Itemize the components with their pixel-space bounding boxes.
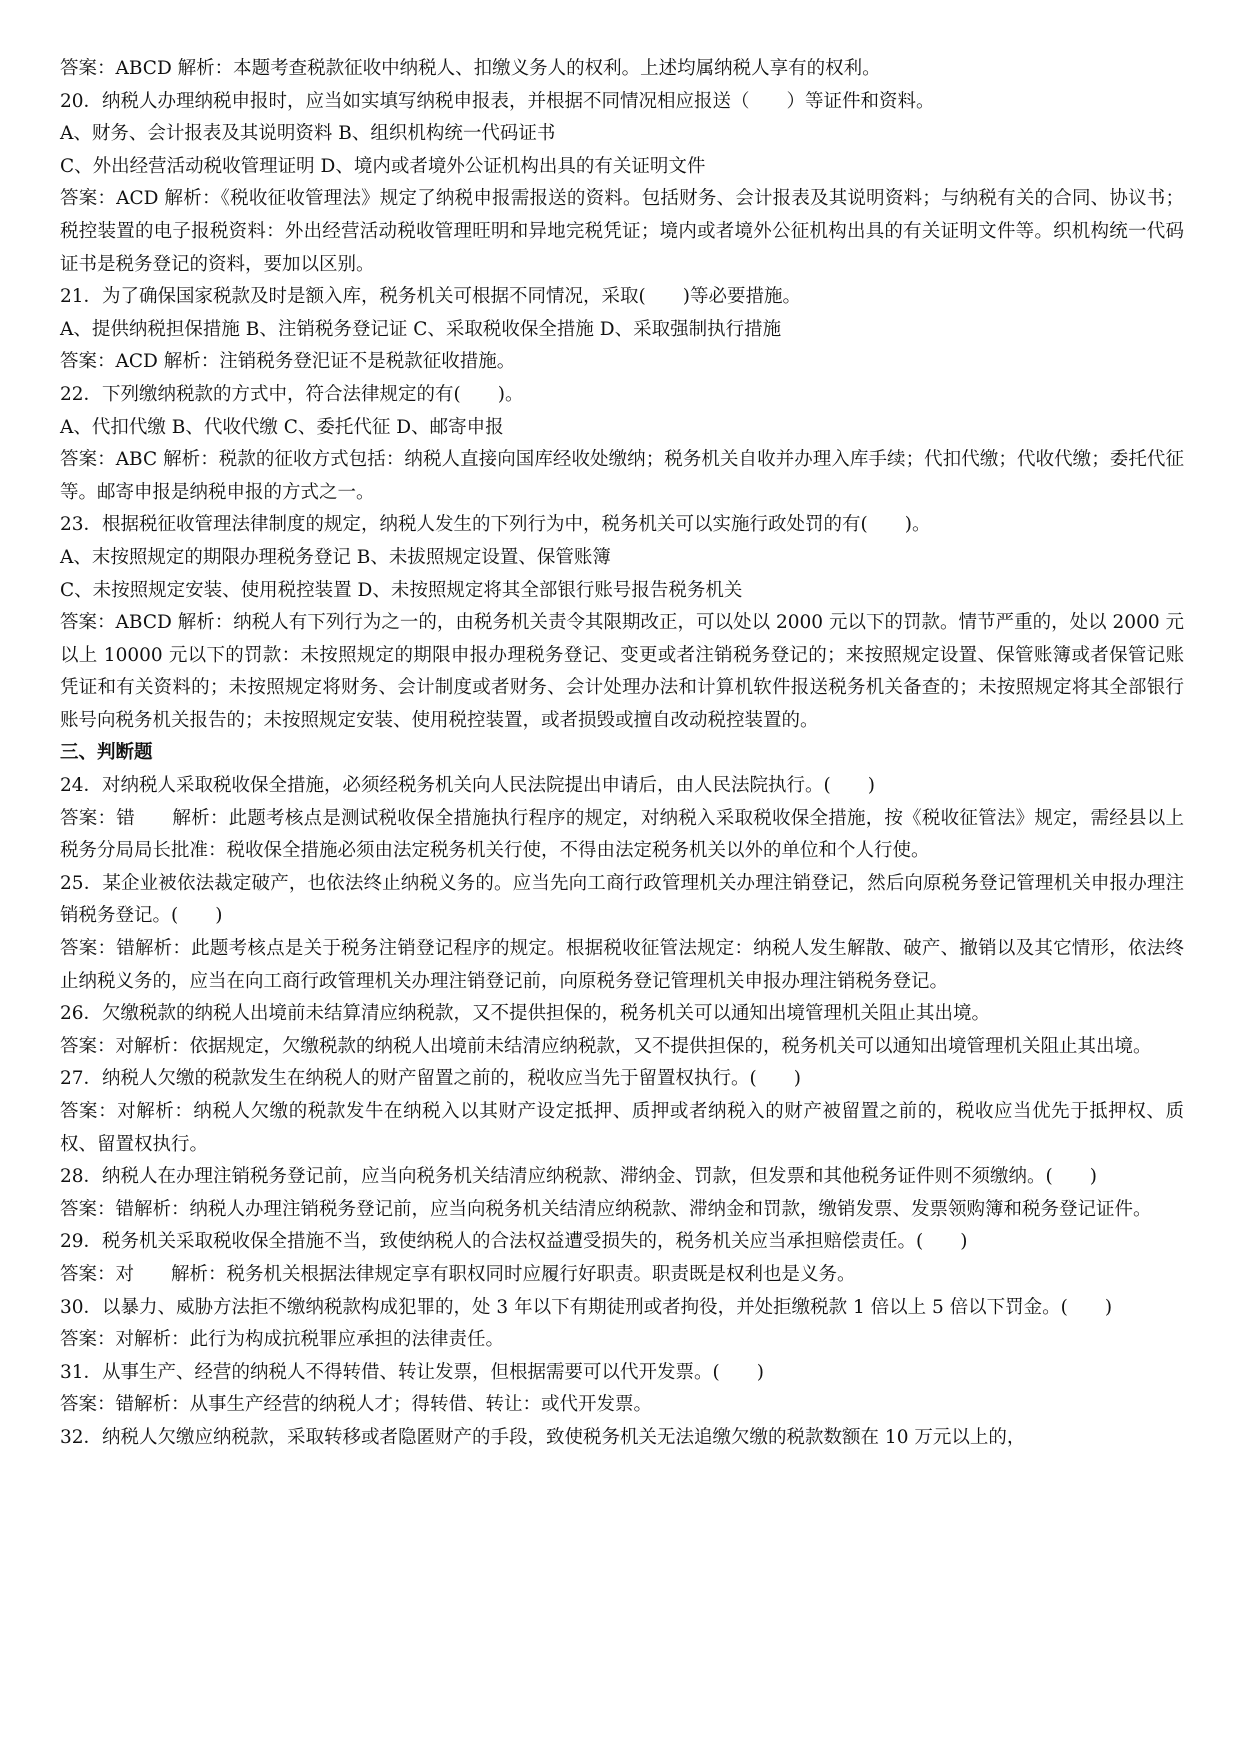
options-23-ab: A、末按照规定的期限办理税务登记 B、未拔照规定设置、保管账簿 [60,546,611,568]
answer-28: 答案：错解析：纳税人办理注销税务登记前，应当向税务机关结清应纳税款、滞纳金和罚款，缴销发票、发票领购簿和税务登记证件。 [60,1198,1152,1220]
options-20-cd: C、外出经营活动税收管理证明 D、境内或者境外公证机构出具的有关证明文件 [60,155,706,177]
document-page [60,53,1184,1455]
section-heading-true-false: 三、判断题 [60,742,153,764]
answer-29: 答案：对 解析：税务机关根据法律规定享有职权同时应履行好职责。职责既是权利也是义务。 [60,1263,856,1285]
question-25: 25．某企业被依法裁定破产，也依法终止纳税义务的。应当先向工商行政管理机关办理注销登记，然后向原税务登记管理机关申报办理注销税务登记。( ) [60,872,1184,927]
answer-20: 答案：ACD 解析：《税收征收管理法》规定了纳税申报需报送的资料。包括财务、会计报表及其说明资料；与纳税有关的合同、协议书；税控装置的电子报税资料：外出经营活动税收管理旺明和异地完税凭证；境内或者境外公征机构出具的有关证明文件等。织机构统一代码证书是税务登记的资料，要加以区别。 [60,188,1184,275]
question-24: 24．对纳税人采取税收保全措施，必须经税务机关向人民法院提出申请后，由人民法院执行。( ) [60,775,875,797]
question-21: 21．为了确保国家税款及时是额入库，税务机关可根据不同情况，采取( )等必要措施。 [60,286,801,308]
options-22: A、代扣代缴 B、代收代缴 C、委托代征 D、邮寄申报 [60,416,504,438]
question-28: 28．纳税人在办理注销税务登记前，应当向税务机关结清应纳税款、滞纳金、罚款，但发票和其他税务证件则不须缴纳。( ) [60,1166,1097,1188]
options-20-ab: A、财务、会计报表及其说明资料 B、组织机构统一代码证书 [60,123,556,145]
answer-27: 答案：对解析：纳税人欠缴的税款发牛在纳税入以其财产设定抵押、质押或者纳税入的财产被留置之前的，税收应当优先于抵押权、质权、留置权执行。 [60,1101,1184,1155]
question-22: 22．下列缴纳税款的方式中，符合法律规定的有( )。 [60,383,524,405]
answer-21: 答案：ACD 解析：注销税务登汜证不是税款征收措施。 [60,351,516,373]
answer-24: 答案：错 解析：此题考核点是测试税收保全措施执行程序的规定，对纳税入采取税收保全措施，按《税收征管法》规定，需经县以上税务分局局长批准：税收保全措施必须由法定税务机关行使，不得由法定税务机关以外的单位和个人行使。 [60,807,1184,862]
answer-26: 答案：对解析：依据规定，欠缴税款的纳税人出境前未结清应纳税款，又不提供担保的，税务机关可以通知出境管理机关阻止其出境。 [60,1035,1152,1057]
answer-31: 答案：错解析：从事生产经营的纳税人才；得转借、转让：或代开发票。 [60,1394,653,1416]
question-27: 27．纳税人欠缴的税款发生在纳税人的财产留置之前的，税收应当先于留置权执行。( ) [60,1068,801,1090]
question-23: 23．根据税征收管理法律制度的规定，纳税人发生的下列行为中，税务机关可以实施行政处罚的有( )。 [60,514,931,536]
options-23-cd: C、未按照规定安装、使用税控装置 D、未按照规定将其全部银行账号报告税务机关 [60,579,743,601]
options-21: A、提供纳税担保措施 B、注销税务登记证 C、采取税收保全措施 D、采取强制执行措施 [60,318,782,340]
question-30: 30．以暴力、威胁方法拒不缴纳税款构成犯罪的，处 3 年以下有期徒刑或者拘役，并处拒缴税款 1 倍以上 5 倍以下罚金。( ) [60,1296,1113,1318]
answer-25: 答案：错解析：此题考核点是关于税务注销登记程序的规定。根据税收征管法规定：纳税人发生解散、破产、撤销以及其它情形，依法终止纳税义务的，应当在向工商行政管理机关办理注销登记前，向原税务登记管理机关申报办理注销税务登记。 [60,938,1184,992]
question-31: 31．从事生产、经营的纳税人不得转借、转让发票，但根据需要可以代开发票。( ) [60,1361,764,1383]
answer-22: 答案：ABC 解析：税款的征收方式包括：纳税人直接向国库经收处缴纳；税务机关自收并办理入库手续；代扣代缴；代收代缴；委托代征等。邮寄申报是纳税申报的方式之一。 [60,449,1184,503]
question-20: 20．纳税人办理纳税申报时，应当如实填写纳税申报表，并根据不同情况相应报送（ ）等证件和资料。 [60,90,935,112]
answer-23: 答案：ABCD 解析：纳税人有下列行为之一的，由税务机关责令其限期改正，可以处以 2000 元以下的罚款。情节严重的，处以 2000 元以上 10000 元以下的罚款：未按照规定的期限申报办理税务登记、变更或者注销税务登记的；来按照规定设置、保管账簿或者保管记账凭证和有关资料的；未按照规定将财务、会计制度或者财务、会计处理办法和计算机软件报送税务机关备查的；未按照规定将其全部银行账号向税务机关报告的；未按照规定安装、使用税控装置，或者损毁或擅自改动税控装置的。 [60,612,1184,731]
question-26: 26．欠缴税款的纳税人出境前未结算清应纳税款，又不提供担保的，税务机关可以通知出境管理机关阻止其出境。 [60,1003,991,1025]
question-32: 32．纳税人欠缴应纳税款，采取转移或者隐匿财产的手段，致使税务机关无法追缴欠缴的税款数额在 10 万元以上的， [60,1426,1026,1448]
question-29: 29．税务机关采取税收保全措施不当，致使纳税人的合法权益遭受损失的，税务机关应当承担赔偿责任。( ) [60,1231,968,1253]
answer-30: 答案：对解析：此行为构成抗税罪应承担的法律责任。 [60,1329,505,1351]
answer-19: 答案：ABCD 解析：本题考查税款征收中纳税人、扣缴义务人的权利。上述均属纳税人享有的权利。 [60,58,881,79]
